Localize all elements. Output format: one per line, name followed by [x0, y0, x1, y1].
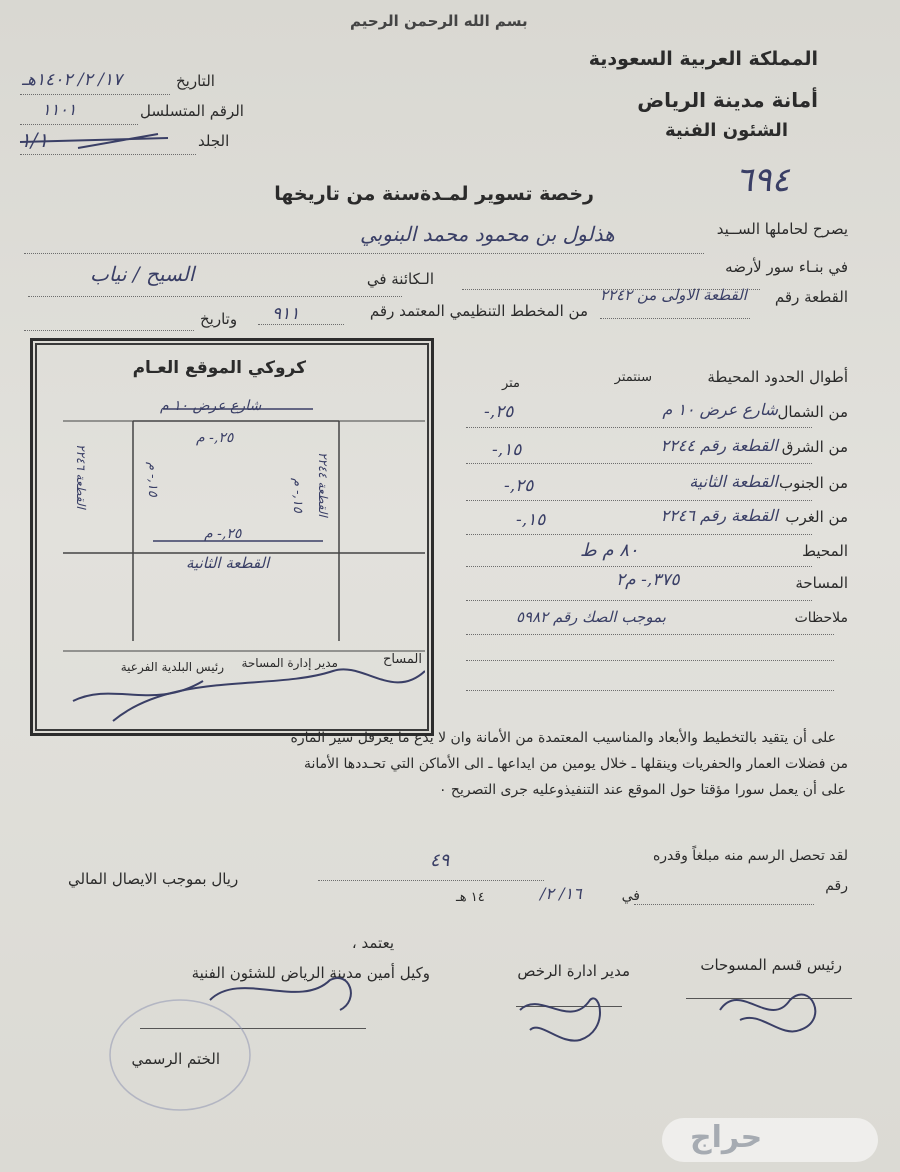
boundary-desc-east: القطعة رقم ٢٢٤٤ [660, 436, 778, 455]
condition-line-1: على أن يتقيد بالتخطيط والأبعاد والمناسيب المعتمدة من الأمانة وان لا يدع ما يعرقل سير المارة [290, 730, 836, 746]
approved-label: يعتمد ، [351, 934, 394, 952]
sketch-north-dim: ٢٥,- م [196, 430, 234, 446]
plot-value: القطعة الاولى من ٢٢٤٢ [600, 286, 747, 304]
wall-label: في بنـاء سور لأرضه [725, 258, 848, 276]
located-value: السيح / نياب [90, 262, 195, 286]
boundary-label-north: من الشمال [777, 403, 848, 421]
area-value: ٣٧٥,- م٢ [616, 570, 680, 590]
boundary-value-south: ٢٥,- [504, 476, 534, 496]
fee-received-label: لقد تحصل الرسم منه مبلغاً وقدره [652, 848, 848, 864]
permits-manager-label: مدير ادارة الرخص [517, 962, 630, 980]
sketch-east-label: القطعة ٢٢٤٤ [316, 452, 330, 517]
sketch-north-label: شارع عرض ١٠ م [160, 398, 262, 414]
boundary-label-east: من الشرق [781, 438, 848, 456]
fee-number-label: رقم [825, 878, 848, 894]
located-label: الـكائنة في [366, 270, 434, 288]
date-value: ١٧/ ٢/ ١٤٠٢هـ [22, 70, 123, 90]
riyal-label: ريال بموجب الايصال المالي [68, 870, 239, 888]
boundary-value-west: ١٥,- [516, 510, 546, 530]
holder-label: يصرح لحاملها الســيد [716, 220, 848, 238]
fee-in-label: في [621, 888, 640, 904]
area-label: المساحة [795, 574, 848, 592]
boundary-desc-north: شارع عرض ١٠ م [662, 400, 778, 419]
survey-head-label: رئيس قسم المسوحات [700, 956, 842, 974]
boundary-label-south: من الجنوب [778, 474, 848, 492]
boundaries-heading: أطوال الحدود المحيطة [707, 368, 848, 386]
official-stamp-label: الختم الرسمي [131, 1050, 220, 1068]
page-title: رخصة تسوير لمـدةسنة من تاريخها [274, 183, 594, 205]
kingdom-name: المملكة العربية السعودية [588, 48, 818, 70]
perimeter-label: المحيط [802, 542, 848, 560]
sketch-south-dim: ٢٥,- م [204, 526, 242, 542]
sketch-west-label: القطعة ٢٢٤٦ [74, 444, 88, 509]
deputy-label: وكيل أمين مدينة الرياض للشئون الفنية [191, 964, 430, 982]
plan-value: ٩١١ [272, 304, 300, 324]
fee-amount-value: ٤٩ [430, 850, 450, 871]
volume-label: الجلد [198, 132, 230, 150]
fee-date-suffix: ١٤ هـ [456, 890, 485, 905]
municipality-name: أمانة مدينة الرياض [637, 88, 818, 112]
department-name: الشئون الفنية [664, 120, 788, 141]
sketch-east-dim: ١٥,- م [290, 478, 305, 513]
sketch-south-label: القطعة الثانية [186, 554, 270, 572]
plan-label: من المخطط التنظيمي المعتمد رقم [369, 302, 588, 320]
branch-head-label: رئيس البلدية الفرعية [120, 660, 224, 674]
condition-line-3: على أن يعمل سورا مؤقتا حول الموقع عند التنفيذوعليه جرى التصريح ٠ [438, 782, 846, 798]
haraj-watermark: حراج [690, 1120, 763, 1155]
basmala: بسم الله الرحمن الرحيم [350, 12, 528, 30]
boundary-desc-south: القطعة الثانية [689, 472, 778, 491]
boundary-value-north: ٢٥,- [484, 402, 514, 422]
signatures-drawing [0, 970, 900, 1120]
notes-label: ملاحظات [794, 610, 848, 626]
unit-m: متر [501, 376, 520, 391]
sketch-title: كروكي الموقع العـام [132, 358, 306, 378]
fee-date-value: ١٦/ ٢/ [540, 884, 582, 903]
plot-label: القطعة رقم [774, 288, 848, 306]
sketch-west-dim: ١٥,- م [145, 462, 160, 497]
perimeter-value: ٨٠ م ط [580, 540, 639, 561]
serial-value: ١١٠١ [42, 100, 77, 119]
serial-label: الرقم المتسلسل [140, 102, 244, 120]
boundary-label-west: من الغرب [785, 508, 848, 526]
surveyor-label: المساح [382, 652, 422, 667]
handwritten-number: ٦٩٤ [735, 160, 790, 200]
unit-cm: سنتمتر [614, 370, 652, 385]
volume-value: ١/١ [20, 128, 49, 152]
boundary-desc-west: القطعة رقم ٢٢٤٦ [660, 506, 778, 525]
condition-line-2: من فضلات العمار والحفريات وينقلها ـ خلال يومين من ايداعها ـ الى الأماكن التي تحـددها الأمانة [303, 756, 848, 772]
strikethrough-icon [18, 128, 178, 154]
date-label: التاريخ [176, 72, 215, 90]
permit-date-label: وتاريخ [200, 310, 238, 328]
notes-value: بموجب الصك رقم ٥٩٨٢ [516, 608, 666, 626]
boundary-value-east: ١٥,- [492, 440, 522, 460]
holder-value: هذلول بن محمود محمد البنوبي [360, 222, 615, 246]
survey-manager-label: مدير إدارة المساحة [241, 656, 338, 670]
